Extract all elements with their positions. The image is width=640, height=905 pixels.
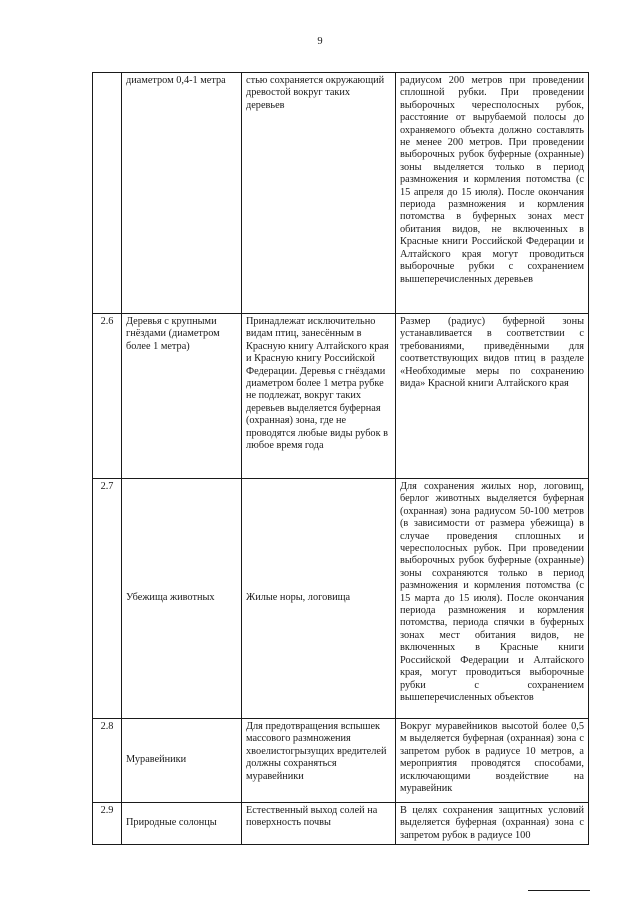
table-row: [93, 719, 589, 803]
object-cell: Муравейники: [122, 719, 242, 803]
description-cell: Принадлежат исключительно видам птиц, занесённым в Красную книгу Алтайского края и Красную книгу Российской Федерации. Деревья с гнёздами диаметром более 1 метра рубке не подлежат, вокруг таких деревьев выделяется буферная (охранная) зона, где не проводятся любые виды рубок в любое время года: [242, 314, 396, 479]
description-cell: стью сохраняется окружающий древостой вокруг таких деревьев: [242, 73, 396, 314]
description-cell: Естественный выход солей на поверхность почвы: [242, 803, 396, 845]
table-row: [93, 73, 589, 314]
table-row: [93, 479, 589, 719]
row-number: 2.6: [93, 314, 122, 479]
requirement-cell: Размер (радиус) буферной зоны устанавливается в соответствии с требованиями, приведёнными для соответствующих видов птиц в разделе «Необходимые меры по сохранению вида» Красной книги Алтайского края: [396, 314, 589, 479]
requirement-cell: радиусом 200 метров при проведении сплошной рубки. При проведении выборочных чересполосных рубок, расстояние от вырубаемой полосы до охраняемого объекта должно составлять не менее 200 метров. При проведении выборочных рубок буферные (охранные) зоны выделяется только в период размножения и кормления потомства (с 15 апреля до 15 июля). После окончания периода размножения и кормления потомства в буферных зонах мест обитания видов, не включенных в Красные книги Российской Федерации и Алтайского края могут проводиться выборочные рубки с сохранением вышеперечисленных деревьев: [396, 73, 589, 314]
footer-rule: [528, 890, 590, 891]
row-number: 2.7: [93, 479, 122, 719]
requirement-cell: В целях сохранения защитных условий выделяется буферная (охранная) зона с запретом рубок в радиусе 100: [396, 803, 589, 845]
row-number: 2.8: [93, 719, 122, 803]
table-row: [93, 314, 589, 479]
requirement-cell: Вокруг муравейников высотой более 0,5 м выделяется буферная (охранная) зона с запретом рубок в радиусе 10 метров, а мероприятия проводятся способами, исключающими воздействие на муравейник: [396, 719, 589, 803]
requirements-table: [92, 72, 589, 845]
row-number: 2.9: [93, 803, 122, 845]
object-cell: диаметром 0,4-1 метра: [122, 73, 242, 314]
object-cell: Убежища животных: [122, 479, 242, 719]
object-cell: Природные солонцы: [122, 803, 242, 845]
object-cell: Деревья с крупными гнёздами (диаметром более 1 метра): [122, 314, 242, 479]
requirement-cell: Для сохранения жилых нор, логовищ, берлог животных выделяется буферная (охранная) зона радиусом 50-100 метров (в зависимости от размера убежища) в случае проведения сплошных и чересполосных рубок. При проведении выборочных рубок буферные (охранные) зоны сохраняются только в период размножения и кормления потомства (с 15 марта до 15 июля). После окончания периода размножения и кормления потомства, периода спячки в буферных зонах мест обитания видов, не включенных в Красные книги Российской Федерации и Алтайского края, могут проводиться выборочные рубки с сохранением вышеперечисленных объектов: [396, 479, 589, 719]
row-number: [93, 73, 122, 314]
description-cell: Для предотвращения вспышек массового размножения хвоелистогрызущих вредителей должны сохраняться муравейники: [242, 719, 396, 803]
description-cell: Жилые норы, логовища: [242, 479, 396, 719]
page-number: 9: [317, 36, 323, 47]
table-row: [93, 803, 589, 845]
